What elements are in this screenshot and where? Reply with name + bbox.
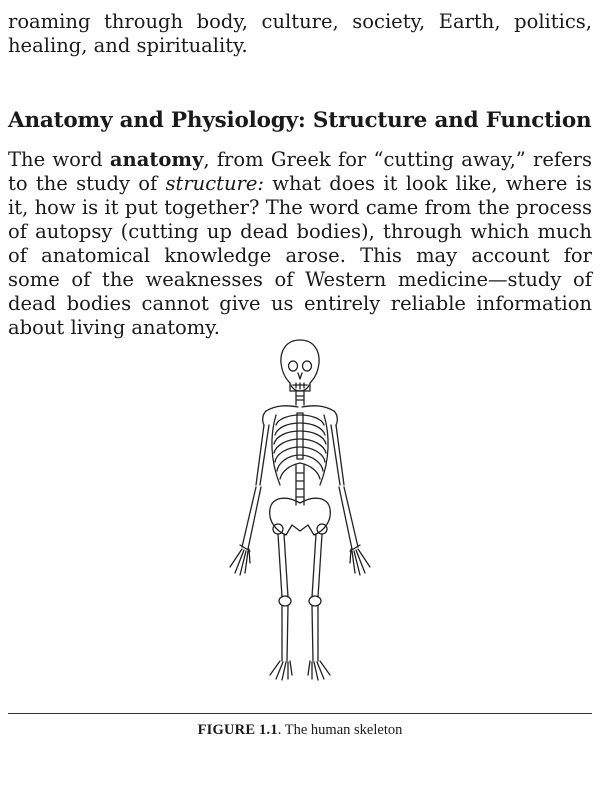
left-forearm [242,487,261,549]
right-eye-socket [303,361,312,371]
intro-paragraph: roaming through body, culture, society, Earth, politics, healing, and spirituality. [8,10,592,57]
left-femur [278,534,288,597]
figure-divider [8,713,592,714]
neck [296,392,304,405]
right-femur [312,534,322,597]
anatomy-paragraph [8,148,592,340]
term-anatomy: anatomy [109,148,204,171]
figure-label: FIGURE 1.1 [197,722,278,738]
right-humerus [331,425,344,485]
left-tibia [282,606,288,661]
teeth [293,383,307,389]
skeleton-illustration [190,335,410,685]
right-hand [350,545,370,575]
lumbar-spine [296,465,304,505]
right-tibia [312,606,318,661]
paragraph-text-1: The word [8,148,110,171]
paragraph-text-2: , from Greek for “cutting away,” refers to the study of [8,148,592,195]
nose-cavity [298,373,302,379]
right-forearm [339,487,358,549]
sternum [297,413,303,459]
pelvis [270,498,331,535]
hip-left [273,524,283,534]
figure-caption-text: . The human skeleton [277,722,403,738]
ribs [274,415,326,479]
clavicles [266,406,334,411]
paragraph-text-3: what does it look like, where is it, how is it put together? The word came from the process of autopsy (cutting up dead bodies), through which much of anatomical knowledge arose. This may account for some of the weaknesses of Western medicine—study of dead bodies cannot give us entirely reliable information about living anatomy. [8,172,592,339]
left-knee [279,596,291,606]
right-foot [308,661,330,680]
figure-caption [0,722,600,739]
ribcage [272,415,328,485]
right-knee [309,596,321,606]
left-hand [230,545,250,575]
section-heading: Anatomy and Physiology: Structure and Function [8,108,592,133]
term-structure: structure: [165,172,264,195]
left-humerus [256,425,269,485]
hip-right [317,524,327,534]
left-foot [270,661,292,680]
left-eye-socket [289,361,298,371]
